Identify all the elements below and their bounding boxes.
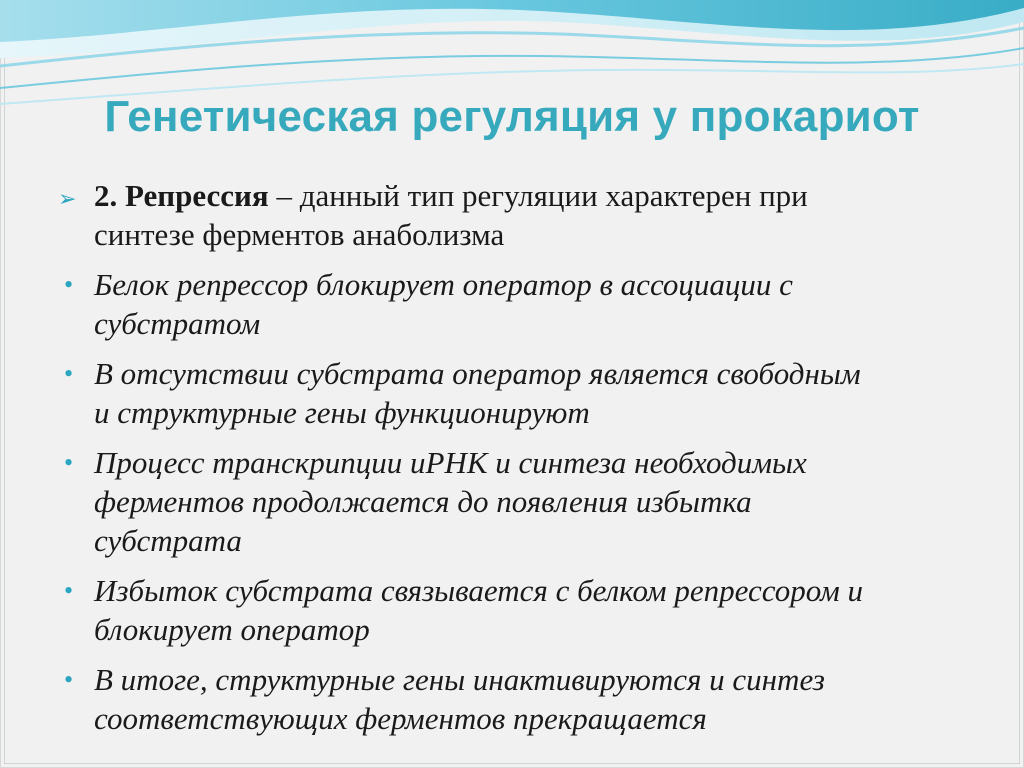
slide-title: Генетическая регуляция у прокариот — [104, 92, 920, 141]
wave-line-2 — [0, 48, 1024, 88]
item-text: В отсутствии субстрата оператор является свободным — [94, 356, 861, 391]
item-text: В итоге, структурные гены инактивируются и синтез — [94, 662, 825, 697]
bullet-dot: • — [64, 665, 74, 694]
bullet-dot: • — [64, 270, 74, 299]
item-text: Процесс транскрипции иРНК и синтеза необходимых — [94, 445, 807, 480]
list-item — [58, 265, 1008, 343]
item-text: синтезе ферментов анаболизма — [94, 217, 505, 252]
item-text: соответствующих ферментов прекращается — [94, 701, 707, 736]
item-text: и структурные гены функционируют — [94, 395, 590, 430]
item-text: Избыток субстрата связывается с белком репрессором и — [94, 573, 864, 608]
bullet-dot: • — [64, 448, 74, 477]
item-text: ферментов продолжается до появления избытка — [94, 484, 752, 519]
bullet-dot: • — [64, 576, 74, 605]
arrow-bullet-icon: ➢ — [58, 187, 77, 212]
item-text: Белок репрессор блокирует оператор в ассоциации с — [94, 267, 793, 302]
list-item — [58, 176, 1008, 254]
bullet-list — [58, 176, 1008, 749]
list-item — [58, 571, 1008, 649]
term: 2. Репрессия — [94, 178, 269, 213]
item-text: – данный тип регуляции характерен при — [268, 178, 808, 213]
item-text: субстратом — [94, 306, 261, 341]
item-text: блокирует оператор — [94, 612, 370, 647]
item-text: субстрата — [94, 523, 242, 558]
list-item — [58, 443, 1008, 560]
list-item — [58, 354, 1008, 432]
bullet-dot: • — [64, 359, 74, 388]
list-item — [58, 660, 1008, 738]
